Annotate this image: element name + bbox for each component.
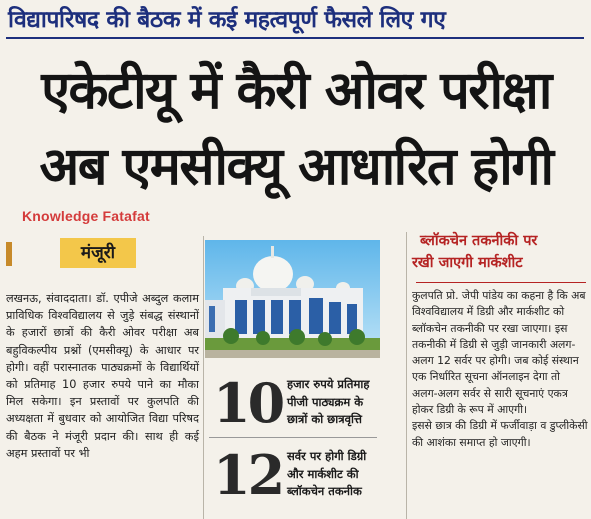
column-divider (203, 236, 204, 519)
headline-line-1: एकेटीयू में कैरी ओवर परीक्षा (41, 61, 551, 121)
sidebar-paragraph: कुलपति प्रो. जेपी पांडेय का कहना है कि अब विश्वविद्यालय में डिग्री और मार्कशीट को ब्लॉकचेन तकनीकी पर रखा जाएगा। इस तकनीकी में डिग्री से जुड़ी जानकारी अलग-अलग 12 सर्वर पर होगी। जब कोई संस्थान एक निर्धारित सूचना ऑनलाइन देगा तो अलग-अलग सर्वर से सारी सूचनाएं एकत्र होकर डिग्री के रूप में आएगी। (412, 289, 586, 417)
author-tag: मंजूरी (60, 238, 136, 268)
university-building-photo (205, 240, 380, 358)
stat-text: हजार रुपये प्रतिमाह पीजी पाठ्यक्रम के छात्रों को छात्रवृत्ति (287, 377, 370, 426)
tag-accent-bar (6, 242, 12, 266)
stat-text: सर्वर पर होगी डिग्री और मार्कशीट की ब्लॉकचेन तकनीक (287, 449, 367, 498)
kicker-divider (6, 37, 584, 39)
sidebar-heading-line-1: ब्लॉकचेन तकनीकी पर (420, 233, 538, 249)
building-illustration (205, 240, 380, 358)
author-tag-block (6, 238, 201, 270)
stat-divider (209, 437, 377, 438)
sidebar-heading (412, 230, 590, 274)
sidebar-story (412, 230, 590, 519)
stat-block (205, 372, 380, 442)
headline-line-2: अब एमसीक्यू आधारित होगी (39, 137, 553, 197)
story-body (6, 290, 199, 462)
kicker-headline: विद्यापरिषद की बैठक में कई महत्वपूर्ण फैसले लिए गए (8, 7, 446, 33)
sidebar-body (412, 288, 588, 451)
sidebar-heading-rule (416, 282, 586, 283)
story-paragraph: लखनऊ, संवाददाता। डॉ. एपीजे अब्दुल कलाम प्राविधिक विश्वविद्यालय से जुड़े संबद्ध संस्थानों के हजारों छात्रों की कैरी ओवर परीक्षा अब बहुविकल्पीय प्रश्नों (एमसीक्यू) के आधार पर होगी। वहीं परास्नातक पाठ्यक्रमों के विद्यार्थियों को प्रतिमाह 10 हजार रुपये पाने का मौका मिल सकेगा। इन प्रस्तावों पर कुलपति की अध्यक्षता में बुधवार को आयोजित विद्या परिषद की बैठक ने मंजूरी प्रदान की। साथ ही कई अहम प्रस्तावों पर भी (6, 292, 199, 460)
story-column (6, 232, 201, 519)
sidebar-paragraph: इससे छात्र की डिग्री में फर्जीवाड़ा व डुप्लीकेसी की आशंका समाप्त हो जाएगी। (412, 419, 588, 449)
column-divider (406, 232, 407, 519)
stat-number: 10 (213, 371, 283, 435)
sidebar-heading-line-2: रखी जाएगी मार्कशीट (412, 255, 523, 271)
stat-number: 12 (213, 443, 283, 507)
stat-block (205, 444, 380, 514)
watermark-text: Knowledge Fatafat (22, 208, 150, 224)
highlights-column (205, 232, 380, 519)
